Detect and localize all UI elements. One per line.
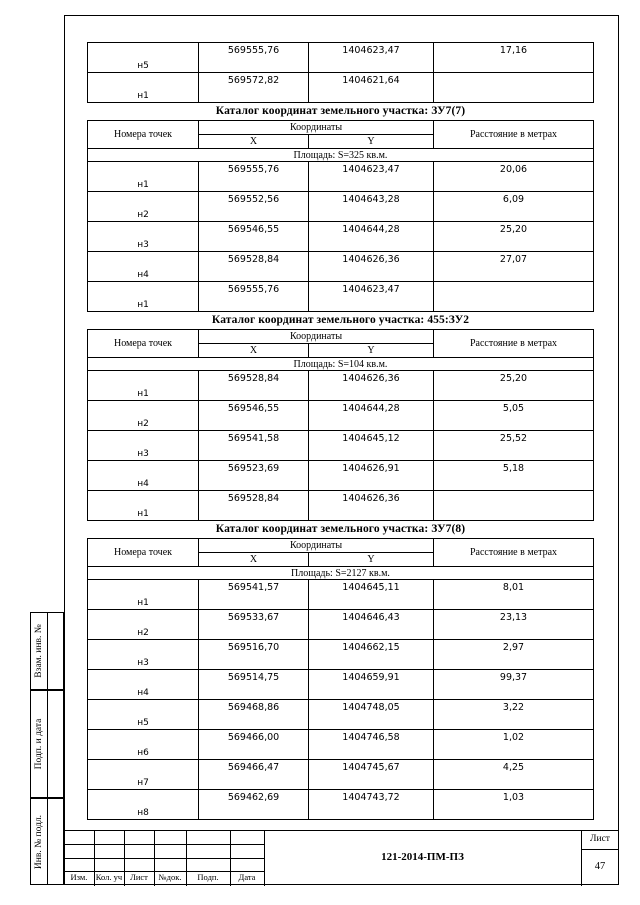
x-cell: 569555,76 — [199, 43, 309, 73]
side-stamp-podp-label: Подп. и дата — [34, 718, 44, 770]
col-label-podp: Подп. — [197, 872, 219, 882]
point-cell: н2 — [88, 192, 199, 222]
distance-cell: 1,02 — [434, 730, 594, 760]
document-code: 121-2014-ПМ-ПЗ — [381, 851, 464, 863]
table-row — [88, 431, 594, 461]
y-cell: 1404645,12 — [309, 431, 434, 461]
x-cell: 569541,58 — [199, 431, 309, 461]
side-stamp-vzam-label: Взам. инв. № — [34, 624, 44, 678]
table-row — [88, 790, 594, 820]
table-row — [88, 252, 594, 282]
catalog-title: Каталог координат земельного участка: 455:ЗУ2 — [211, 314, 470, 326]
x-cell: 569552,56 — [199, 192, 309, 222]
x-cell: 569528,84 — [199, 252, 309, 282]
x-cell: 569516,70 — [199, 640, 309, 670]
distance-cell: 99,37 — [434, 670, 594, 700]
table-row — [88, 700, 594, 730]
col-label-kol: Кол. уч — [95, 872, 123, 882]
x-cell: 569546,55 — [199, 401, 309, 431]
col-label-list: Лист — [130, 872, 148, 882]
side-stamp-inv — [30, 798, 64, 885]
col-label-ndok: №док. — [158, 872, 182, 882]
table-row — [88, 610, 594, 640]
header-y: Y — [309, 553, 434, 567]
distance-cell — [434, 282, 594, 312]
table-row — [88, 222, 594, 252]
y-cell: 1404623,47 — [309, 282, 434, 312]
sheet-number: 47 — [594, 861, 606, 872]
point-cell: н8 — [88, 790, 199, 820]
point-cell: н4 — [88, 461, 199, 491]
x-cell: 569466,47 — [199, 760, 309, 790]
point-cell: н7 — [88, 760, 199, 790]
sheet-label: Лист — [590, 834, 610, 844]
x-cell: 569528,84 — [199, 491, 309, 521]
point-cell: н2 — [88, 610, 199, 640]
point-cell: н5 — [88, 700, 199, 730]
distance-cell: 3,22 — [434, 700, 594, 730]
area-label: Площадь: S=104 кв.м. — [88, 358, 594, 371]
y-cell: 1404626,36 — [309, 371, 434, 401]
y-cell: 1404626,36 — [309, 491, 434, 521]
y-cell: 1404626,91 — [309, 461, 434, 491]
distance-cell: 27,07 — [434, 252, 594, 282]
distance-cell: 4,25 — [434, 760, 594, 790]
point-cell: н6 — [88, 730, 199, 760]
y-cell: 1404644,28 — [309, 222, 434, 252]
header-x: X — [199, 344, 309, 358]
distance-cell — [434, 491, 594, 521]
y-cell: 1404623,47 — [309, 43, 434, 73]
point-cell: н1 — [88, 371, 199, 401]
y-cell: 1404644,28 — [309, 401, 434, 431]
distance-cell: 8,01 — [434, 580, 594, 610]
x-cell: 569466,00 — [199, 730, 309, 760]
y-cell: 1404623,47 — [309, 162, 434, 192]
table-row — [88, 282, 594, 312]
x-cell: 569462,69 — [199, 790, 309, 820]
point-cell: н2 — [88, 401, 199, 431]
side-stamp-vzam — [30, 612, 64, 690]
y-cell: 1404662,15 — [309, 640, 434, 670]
x-cell: 569572,82 — [199, 73, 309, 103]
y-cell: 1404643,28 — [309, 192, 434, 222]
distance-cell: 17,16 — [434, 43, 594, 73]
point-cell: н1 — [88, 282, 199, 312]
catalog-table — [87, 120, 594, 312]
point-cell: н1 — [88, 73, 199, 103]
x-cell: 569468,86 — [199, 700, 309, 730]
point-cell: н4 — [88, 252, 199, 282]
header-x: X — [199, 135, 309, 149]
header-points: Номера точек — [88, 330, 199, 358]
point-cell: н1 — [88, 580, 199, 610]
table-row — [88, 760, 594, 790]
header-y: Y — [309, 135, 434, 149]
header-x: X — [199, 553, 309, 567]
header-coords: Координаты — [199, 121, 434, 135]
area-label: Площадь: S=325 кв.м. — [88, 149, 594, 162]
y-cell: 1404626,36 — [309, 252, 434, 282]
table-row — [88, 73, 594, 103]
header-y: Y — [309, 344, 434, 358]
point-cell: н3 — [88, 222, 199, 252]
point-cell: н1 — [88, 162, 199, 192]
distance-cell: 25,52 — [434, 431, 594, 461]
side-stamp-podp — [30, 690, 64, 798]
area-label: Площадь: S=2127 кв.м. — [88, 567, 594, 580]
y-cell: 1404646,43 — [309, 610, 434, 640]
table-row — [88, 491, 594, 521]
col-label-izm: Изм. — [70, 872, 88, 882]
x-cell: 569533,67 — [199, 610, 309, 640]
y-cell: 1404621,64 — [309, 73, 434, 103]
table-row — [88, 162, 594, 192]
table-row — [88, 461, 594, 491]
catalog-table — [87, 538, 594, 820]
distance-cell: 25,20 — [434, 222, 594, 252]
title-block — [64, 830, 619, 885]
point-cell: н5 — [88, 43, 199, 73]
y-cell: 1404645,11 — [309, 580, 434, 610]
table-row — [88, 192, 594, 222]
table-row — [88, 670, 594, 700]
x-cell: 569523,69 — [199, 461, 309, 491]
distance-cell: 6,09 — [434, 192, 594, 222]
header-distance: Расстояние в метрах — [434, 121, 594, 149]
document-content — [87, 42, 594, 820]
table-row — [88, 371, 594, 401]
distance-cell: 23,13 — [434, 610, 594, 640]
y-cell: 1404745,67 — [309, 760, 434, 790]
point-cell: н1 — [88, 491, 199, 521]
side-stamp-inv-label: Инв. № подл. — [34, 814, 44, 869]
header-distance: Расстояние в метрах — [434, 330, 594, 358]
distance-cell: 2,97 — [434, 640, 594, 670]
distance-cell: 5,18 — [434, 461, 594, 491]
x-cell: 569555,76 — [199, 162, 309, 192]
distance-cell: 20,06 — [434, 162, 594, 192]
table-row — [88, 730, 594, 760]
y-cell: 1404659,91 — [309, 670, 434, 700]
point-cell: н3 — [88, 640, 199, 670]
distance-cell — [434, 73, 594, 103]
catalog-title: Каталог координат земельного участка: ЗУ7(8) — [215, 523, 466, 535]
header-points: Номера точек — [88, 539, 199, 567]
header-distance: Расстояние в метрах — [434, 539, 594, 567]
distance-cell: 5,05 — [434, 401, 594, 431]
col-label-data: Дата — [238, 872, 256, 882]
point-cell: н3 — [88, 431, 199, 461]
catalog-table — [87, 329, 594, 521]
y-cell: 1404748,05 — [309, 700, 434, 730]
catalog-title: Каталог координат земельного участка: ЗУ7(7) — [215, 105, 466, 117]
distance-cell: 1,03 — [434, 790, 594, 820]
header-points: Номера точек — [88, 121, 199, 149]
header-coords: Координаты — [199, 539, 434, 553]
table-row — [88, 640, 594, 670]
x-cell: 569528,84 — [199, 371, 309, 401]
x-cell: 569541,57 — [199, 580, 309, 610]
coords-table-continued — [87, 42, 594, 103]
header-coords: Координаты — [199, 330, 434, 344]
y-cell: 1404743,72 — [309, 790, 434, 820]
x-cell: 569546,55 — [199, 222, 309, 252]
table-row — [88, 43, 594, 73]
x-cell: 569514,75 — [199, 670, 309, 700]
y-cell: 1404746,58 — [309, 730, 434, 760]
point-cell: н4 — [88, 670, 199, 700]
x-cell: 569555,76 — [199, 282, 309, 312]
table-row — [88, 401, 594, 431]
distance-cell: 25,20 — [434, 371, 594, 401]
table-row — [88, 580, 594, 610]
